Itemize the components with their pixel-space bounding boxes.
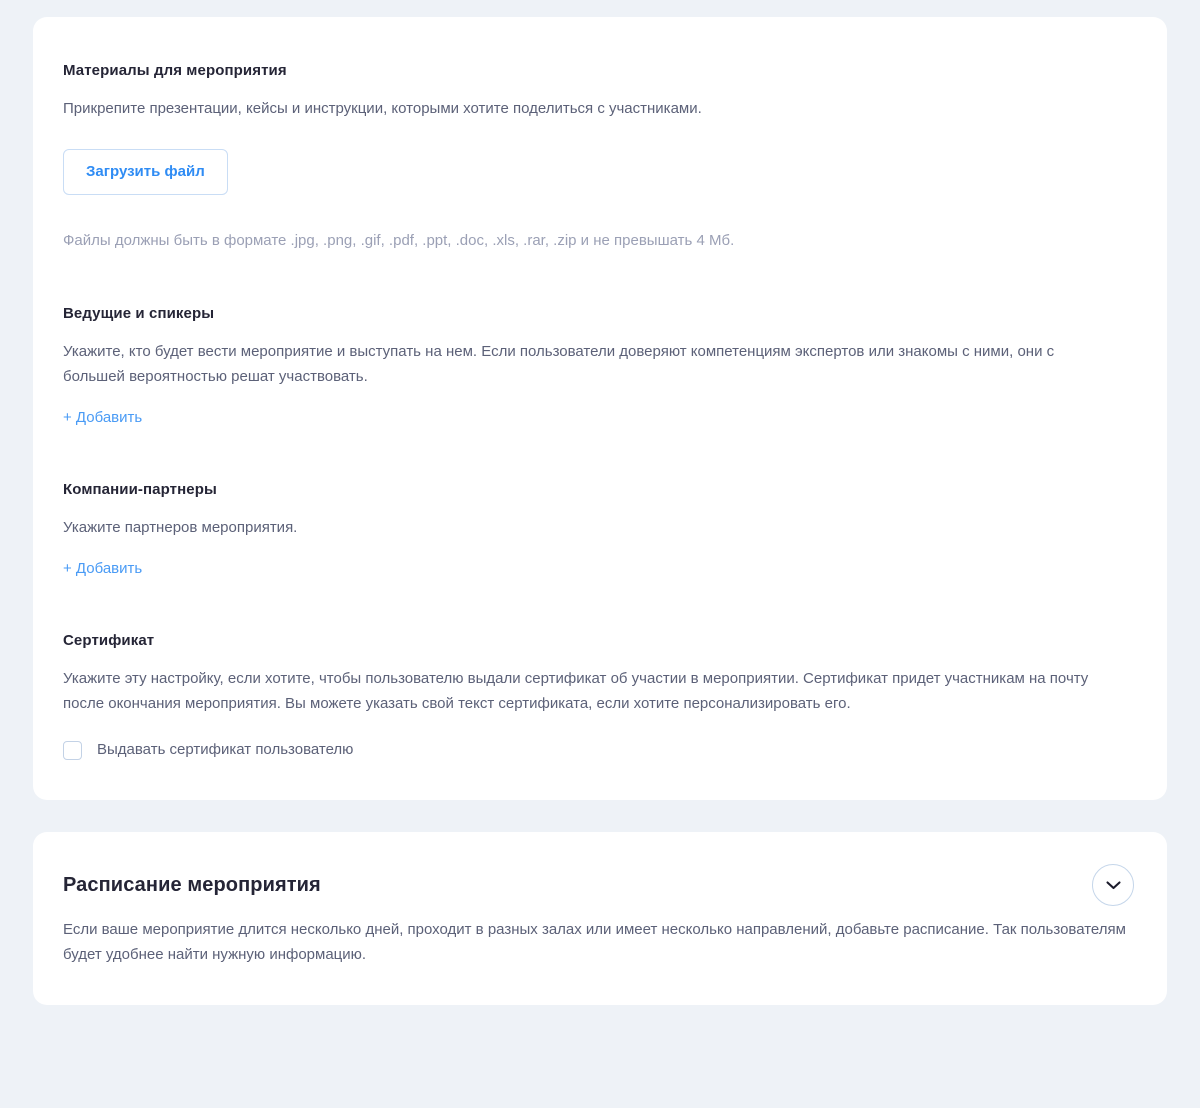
schedule-card-description: Если ваше мероприятие длится несколько дней, проходит в разных залах или имеет несколько направлений, добавьте расписание. Так пользователям будет удобнее найти нужную информацию.: [63, 921, 1126, 963]
issue-certificate-label: Выдавать сертификат пользователю: [97, 741, 354, 758]
event-schedule-card: [33, 832, 1167, 1005]
add-speaker-link[interactable]: + Добавить: [63, 409, 143, 426]
section-description-speakers: Укажите, кто будет вести мероприятие и выступать на нем. Если пользователи доверяют компетенциям экспертов или знакомы с ними, они с большей вероятностью решат участвовать.: [63, 343, 1055, 385]
issue-certificate-checkbox[interactable]: [63, 741, 82, 760]
add-partner-link[interactable]: + Добавить: [63, 560, 143, 577]
section-description-materials: Прикрепите презентации, кейсы и инструкции, которыми хотите поделиться с участниками.: [63, 100, 702, 117]
event-materials-card: [33, 17, 1167, 800]
section-description-partners: Укажите партнеров мероприятия.: [63, 519, 298, 536]
section-title-materials: Материалы для мероприятия: [63, 62, 287, 79]
section-title-partners: Компании-партнеры: [63, 481, 217, 498]
section-title-speakers: Ведущие и спикеры: [63, 305, 215, 322]
section-speakers: [63, 304, 1137, 428]
section-partners: [63, 480, 1137, 579]
section-title-certificate: Сертификат: [63, 632, 155, 649]
section-materials: [63, 61, 1137, 252]
upload-format-hint: Файлы должны быть в формате .jpg, .png, .gif, .pdf, .ppt, .doc, .xls, .rar, .zip и не превышать 4 Мб.: [63, 232, 735, 249]
upload-file-button[interactable]: Загрузить файл: [63, 149, 228, 195]
section-description-certificate: Укажите эту настройку, если хотите, чтобы пользователю выдали сертификат об участии в мероприятии. Сертификат придет участникам на почту после окончания мероприятия. Вы можете указать свой текст сертификата, если хотите персонализировать его.: [63, 670, 1089, 712]
issue-certificate-row[interactable]: [63, 740, 1137, 760]
chevron-down-icon: [1106, 881, 1121, 890]
section-certificate: [63, 631, 1137, 760]
schedule-card-title: Расписание мероприятия: [63, 874, 321, 896]
schedule-expand-button[interactable]: [1092, 864, 1134, 906]
